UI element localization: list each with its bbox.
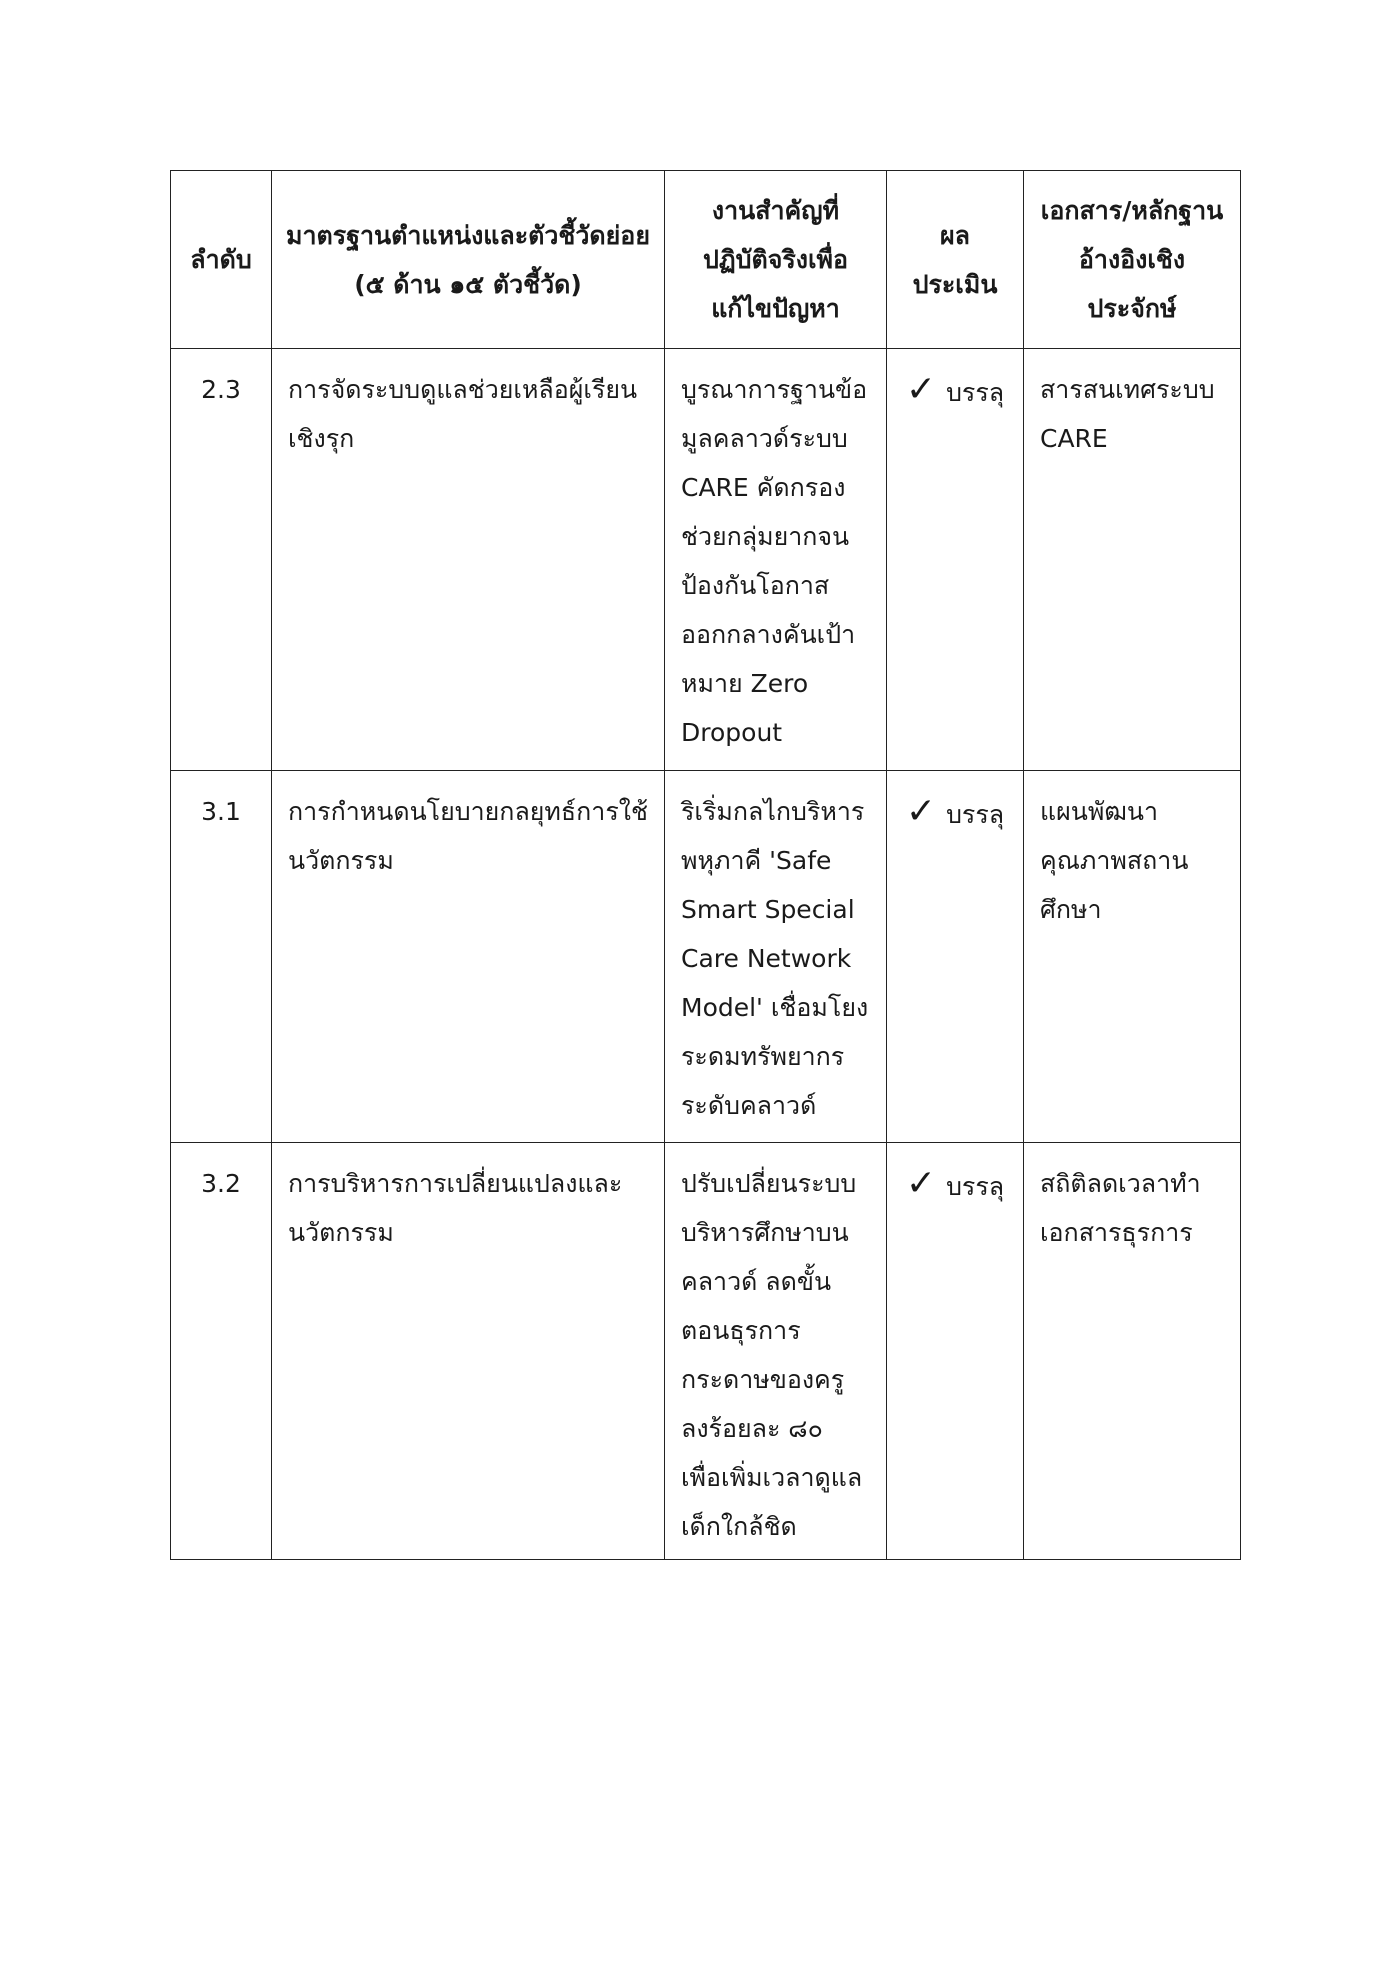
check-mark-icon: ✓ xyxy=(905,369,937,410)
header-standard: มาตรฐานตำแหน่งและตัวชี้วัดย่อย (๕ ด้าน ๑๕ ตัวชี้วัด) xyxy=(272,171,665,349)
cell-order: 2.3 xyxy=(171,349,272,771)
result-label: บรรลุ xyxy=(946,1172,1005,1201)
check-mark-icon: ✓ xyxy=(905,791,937,832)
cell-evidence: สารสนเทศระบบ CARE xyxy=(1024,349,1241,771)
header-evidence: เอกสาร/หลักฐาน อ้างอิงเชิง ประจักษ์ xyxy=(1024,171,1241,349)
cell-standard: การกำหนดนโยบายกลยุทธ์การใช้นวัตกรรม xyxy=(272,771,665,1143)
cell-evidence: แผนพัฒนาคุณภาพสถานศึกษา xyxy=(1024,771,1241,1143)
table-row xyxy=(171,771,1241,1143)
header-task: งานสำคัญที่ ปฏิบัติจริงเพื่อ แก้ไขปัญหา xyxy=(665,171,887,349)
cell-result xyxy=(887,349,1024,771)
evaluation-table xyxy=(170,170,1241,1560)
cell-task: บูรณาการฐานข้อมูลคลาวด์ระบบ CARE คัดกรองช่วยกลุ่มยากจน ป้องกันโอกาสออกกลางคันเป้าหมาย Zero Dropout xyxy=(665,349,887,771)
header-result: ผล ประเมิน xyxy=(887,171,1024,349)
table-row xyxy=(171,1143,1241,1560)
table-row xyxy=(171,349,1241,771)
cell-order: 3.1 xyxy=(171,771,272,1143)
cell-order: 3.2 xyxy=(171,1143,272,1560)
result-label: บรรลุ xyxy=(946,378,1005,407)
cell-standard: การบริหารการเปลี่ยนแปลงและนวัตกรรม xyxy=(272,1143,665,1560)
cell-task: ริเริ่มกลไกบริหารพหุภาคี 'Safe Smart Special Care Network Model' เชื่อมโยงระดมทรัพยากรระดับคลาวด์ xyxy=(665,771,887,1143)
cell-task: ปรับเปลี่ยนระบบบริหารศึกษาบนคลาวด์ ลดขั้นตอนธุรการกระดาษของครูลงร้อยละ ๘๐ เพื่อเพิ่มเวลาดูแลเด็กใกล้ชิด xyxy=(665,1143,887,1560)
table-header-row xyxy=(171,171,1241,349)
result-label: บรรลุ xyxy=(946,800,1005,829)
header-order: ลำดับ xyxy=(171,171,272,349)
cell-result xyxy=(887,771,1024,1143)
cell-standard: การจัดระบบดูแลช่วยเหลือผู้เรียนเชิงรุก xyxy=(272,349,665,771)
cell-result xyxy=(887,1143,1024,1560)
check-mark-icon: ✓ xyxy=(905,1163,937,1204)
cell-evidence: สถิติลดเวลาทำเอกสารธุรการ xyxy=(1024,1143,1241,1560)
